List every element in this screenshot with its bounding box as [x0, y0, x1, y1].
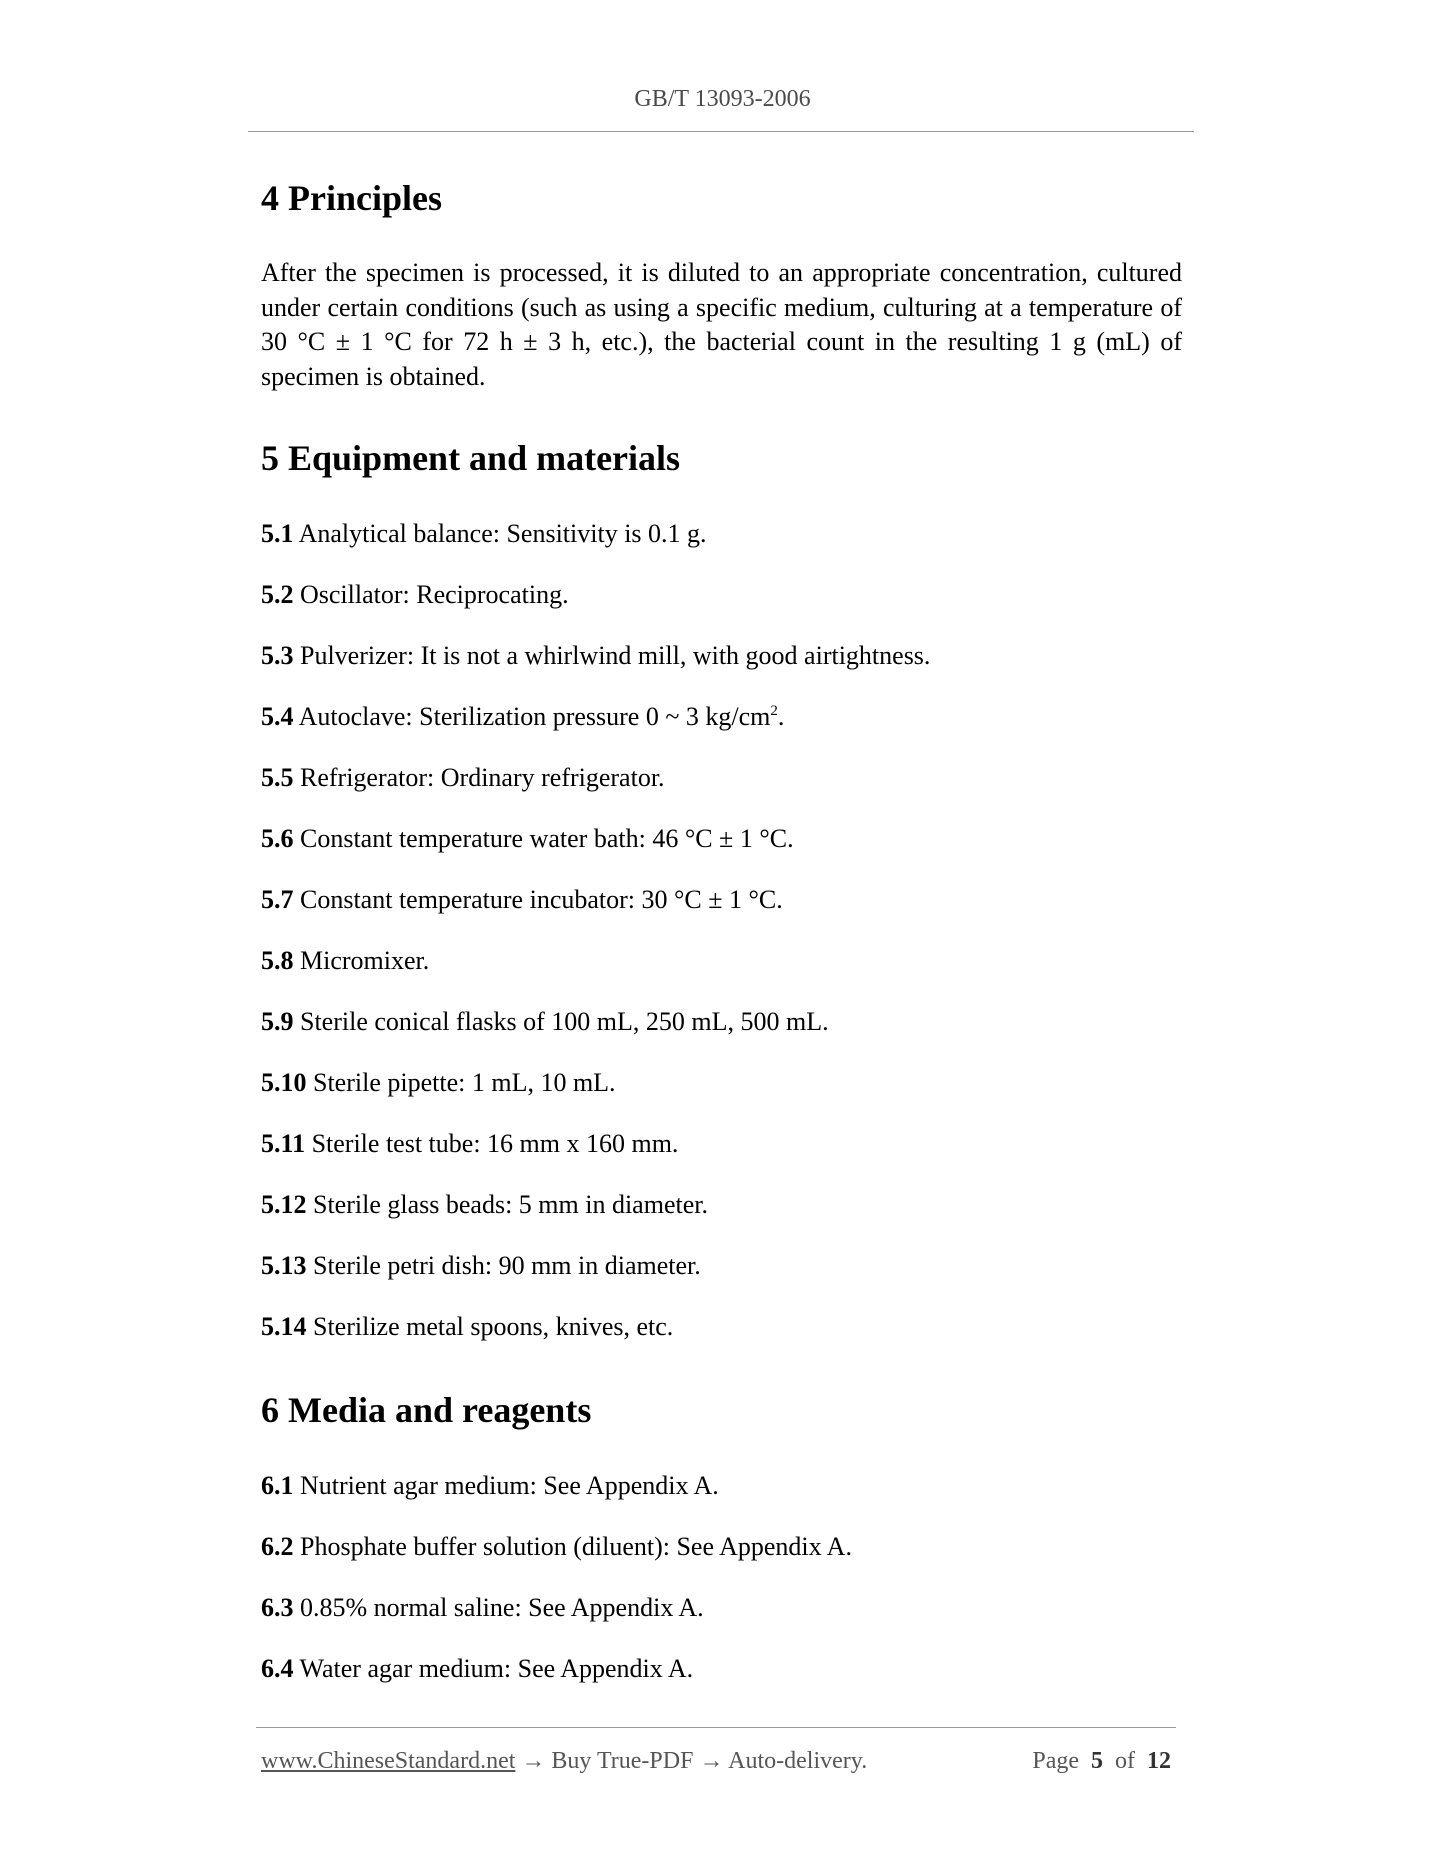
- item-number: 5.12: [261, 1190, 307, 1219]
- item-text: Sterile glass beads: 5 mm in diameter.: [306, 1190, 708, 1219]
- list-item-5-3: [261, 641, 930, 671]
- item-text: Nutrient agar medium: See Appendix A.: [293, 1471, 719, 1500]
- section-4-paragraph: After the specimen is processed, it is diluted to an appropriate concentration, cultured under certain conditions (such as using a specific medium, culturing at a temperature of 30 °C ± 1 °C for 72 h ± 3 h, etc.), the bacterial count in the resulting 1 g (mL) of specimen is obtained.: [261, 258, 1182, 391]
- item-number: 5.6: [261, 824, 294, 853]
- item-number: 5.14: [261, 1312, 307, 1341]
- item-number: 5.3: [261, 641, 294, 670]
- list-item-5-4: [261, 702, 784, 732]
- item-text: Analytical balance: Sensitivity is 0.1 g.: [293, 519, 707, 548]
- list-item-5-10: [261, 1068, 616, 1098]
- item-number: 6.3: [261, 1593, 294, 1622]
- item-number: 6.1: [261, 1471, 294, 1500]
- item-text: Pulverizer: It is not a whirlwind mill, with good airtightness.: [293, 641, 931, 670]
- item-number: 5.13: [261, 1251, 307, 1280]
- item-text: Autoclave: Sterilization pressure 0 ~ 3 kg/cm: [293, 702, 771, 731]
- item-number: 5.7: [261, 885, 294, 914]
- arrow-right-icon: →: [515, 1748, 552, 1774]
- item-text: 0.85% normal saline: See Appendix A.: [293, 1593, 704, 1622]
- item-superscript: 2: [770, 703, 778, 719]
- header-doc-id: GB/T 13093-2006: [634, 86, 811, 112]
- list-item-5-12: [261, 1190, 708, 1220]
- item-number: 5.2: [261, 580, 294, 609]
- of-word: of: [1115, 1748, 1135, 1774]
- list-item-6-2: [261, 1532, 852, 1562]
- list-item-6-3: [261, 1593, 704, 1623]
- item-text: Sterile test tube: 16 mm x 160 mm.: [305, 1129, 679, 1158]
- item-number: 5.1: [261, 519, 294, 548]
- item-text: Refrigerator: Ordinary refrigerator.: [293, 763, 665, 792]
- list-item-5-11: [261, 1129, 678, 1159]
- list-item-5-9: [261, 1007, 829, 1037]
- section-4-heading: 4 Principles: [261, 178, 442, 218]
- item-number: 5.10: [261, 1068, 307, 1097]
- section-6-heading: 6 Media and reagents: [261, 1390, 592, 1430]
- list-item-5-5: [261, 763, 665, 793]
- page-indicator: [1032, 1748, 1171, 1775]
- page-total: 12: [1147, 1748, 1171, 1774]
- item-number: 5.9: [261, 1007, 294, 1036]
- footer-divider: [256, 1727, 1176, 1728]
- list-item-5-13: [261, 1251, 701, 1281]
- item-number: 5.11: [261, 1129, 306, 1158]
- list-item-5-7: [261, 885, 783, 915]
- list-item-5-2: [261, 580, 569, 610]
- item-text: Micromixer.: [293, 946, 430, 975]
- item-text: Constant temperature water bath: 46 °C ± 1 °C.: [293, 824, 794, 853]
- item-text: Sterile pipette: 1 mL, 10 mL.: [306, 1068, 616, 1097]
- item-number: 6.4: [261, 1654, 294, 1683]
- item-text: Phosphate buffer solution (diluent): See Appendix A.: [293, 1532, 852, 1561]
- item-text: Constant temperature incubator: 30 °C ± 1 °C.: [293, 885, 783, 914]
- arrow-right-icon: →: [693, 1748, 729, 1774]
- item-number: 6.2: [261, 1532, 294, 1561]
- list-item-5-14: [261, 1312, 673, 1342]
- item-text: Water agar medium: See Appendix A.: [293, 1654, 694, 1683]
- buy-pdf-text: Buy True-PDF: [551, 1748, 694, 1774]
- header-divider: [248, 131, 1194, 132]
- page-number: 5: [1091, 1748, 1103, 1774]
- item-number: 5.5: [261, 763, 294, 792]
- item-number: 5.4: [261, 702, 294, 731]
- page-word: Page: [1032, 1748, 1079, 1774]
- list-item-5-8: [261, 946, 429, 976]
- list-item-5-6: [261, 824, 794, 854]
- section-5-heading: 5 Equipment and materials: [261, 438, 681, 478]
- auto-delivery-text: Auto-delivery.: [728, 1748, 868, 1774]
- list-item-5-1: [261, 519, 707, 549]
- list-item-6-1: [261, 1471, 719, 1501]
- item-text: Sterilize metal spoons, knives, etc.: [306, 1312, 674, 1341]
- website-link[interactable]: www.ChineseStandard.net: [261, 1748, 516, 1774]
- item-text-end: .: [777, 702, 785, 731]
- item-text: Sterile petri dish: 90 mm in diameter.: [306, 1251, 701, 1280]
- item-text: Sterile conical flasks of 100 mL, 250 mL, 500 mL.: [293, 1007, 829, 1036]
- footer-links: [261, 1748, 867, 1775]
- list-item-6-4: [261, 1654, 693, 1684]
- item-text: Oscillator: Reciprocating.: [293, 580, 569, 609]
- item-number: 5.8: [261, 946, 294, 975]
